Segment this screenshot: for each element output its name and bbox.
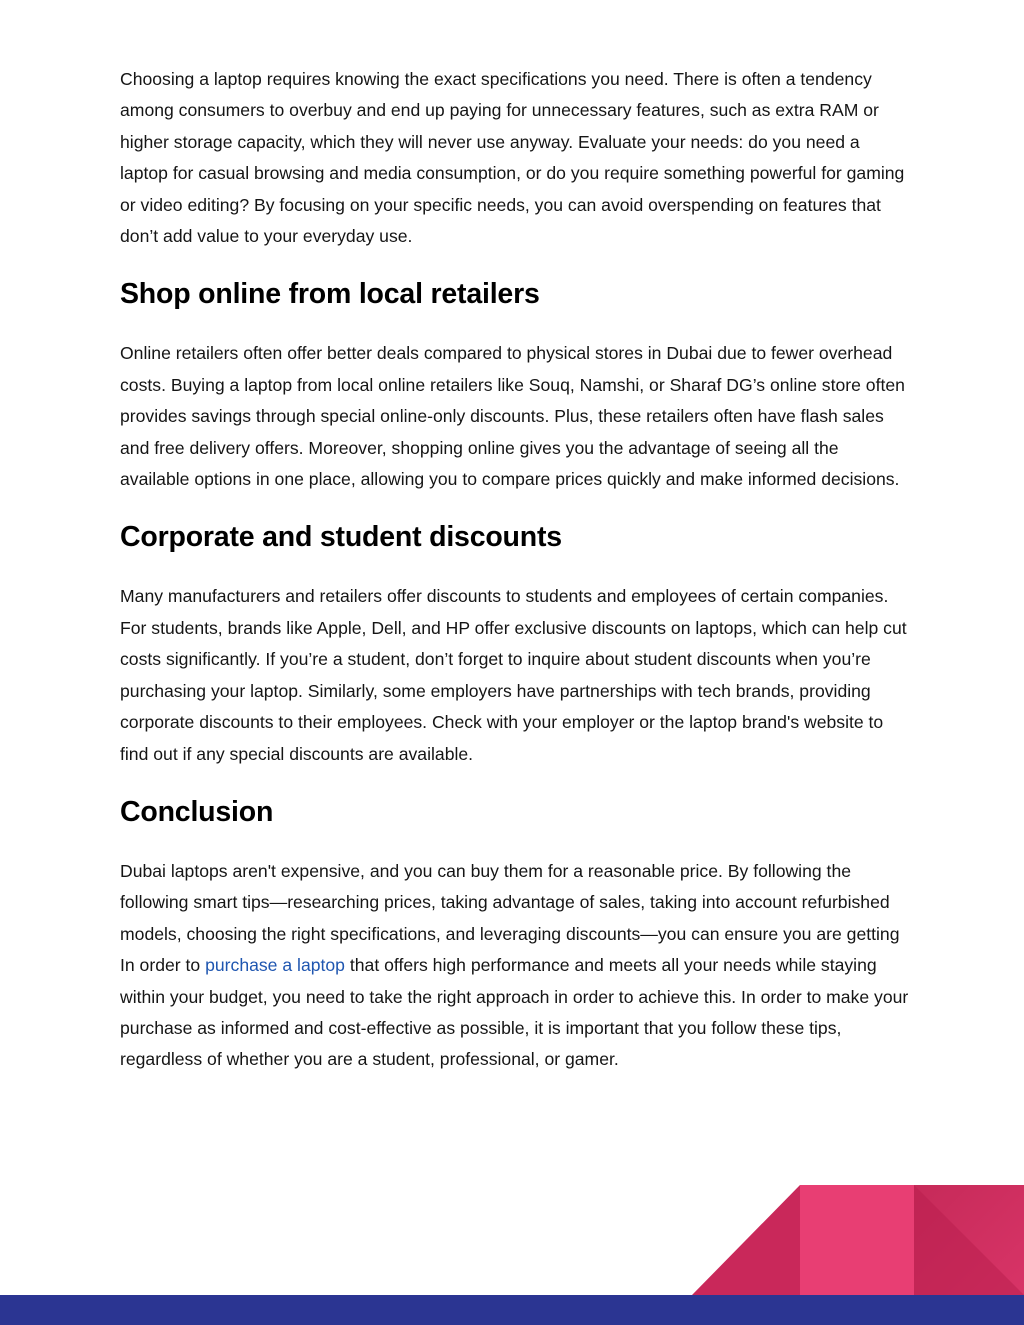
section-body-shop-online: Online retailers often offer better deals compared to physical stores in Dubai due to fewer overhead costs. Buying a laptop from local online retailers like Souq, Namshi, or Sharaf DG’s online store often provides savings through special online-only discounts. Plus, these retailers often have flash sales and free delivery offers. Moreover, shopping online gives you the advantage of seeing all the available options in one place, allowing you to compare prices quickly and make informed decisions. <box>120 343 905 490</box>
conclusion-text-before-link: Dubai laptops aren't expensive, and you can buy them for a reasonable price. By following the following smart tips—researching prices, taking advantage of sales, taking into account refurbished models, choosing the right specifications, and leveraging discounts—you can ensure you are getting In order to <box>120 860 900 976</box>
section-body-discounts: Many manufacturers and retailers offer discounts to students and employees of certain companies. For students, brands like Apple, Dell, and HP offer exclusive discounts on laptops, which can help cut costs significantly. If you’re a student, don’t forget to inquire about student discounts when you’re purchasing your laptop. Similarly, some employers have partnerships with tech brands, providing corporate discounts to their employees. Check with your employer or the laptop brand's website to find out if any special discounts are available. <box>120 586 907 764</box>
section-body-conclusion <box>120 856 910 1076</box>
document-body <box>120 64 910 1076</box>
footer-band <box>0 1295 1024 1325</box>
intro-paragraph: Choosing a laptop requires knowing the exact specifications you need. There is often a tendency among consumers to overbuy and end up paying for unnecessary features, such as extra RAM or higher storage capacity, which they will never use anyway. Evaluate your needs: do you need a laptop for casual browsing and media consumption, or do you require something powerful for gaming or video editing? By focusing on your specific needs, you can avoid overspending on features that don’t add value to your everyday use. <box>120 69 905 247</box>
decor-middle-block <box>800 1185 914 1295</box>
purchase-laptop-link[interactable]: purchase a laptop <box>205 955 345 976</box>
section-heading-conclusion: Conclusion <box>120 795 274 828</box>
decor-left-triangle <box>692 1185 800 1295</box>
section-heading-discounts: Corporate and student discounts <box>120 521 562 554</box>
conclusion-text-after-link: that offers high performance and meets all your needs while staying within your budget, you need to take the right approach in order to achieve this. In order to make your purchase as informed and cost-effective as possible, it is important that you follow these tips, regardless of whether you are a student, professional, or gamer. <box>120 955 909 1070</box>
section-heading-shop-online: Shop online from local retailers <box>120 278 540 311</box>
footer-decoration <box>0 1180 1024 1325</box>
